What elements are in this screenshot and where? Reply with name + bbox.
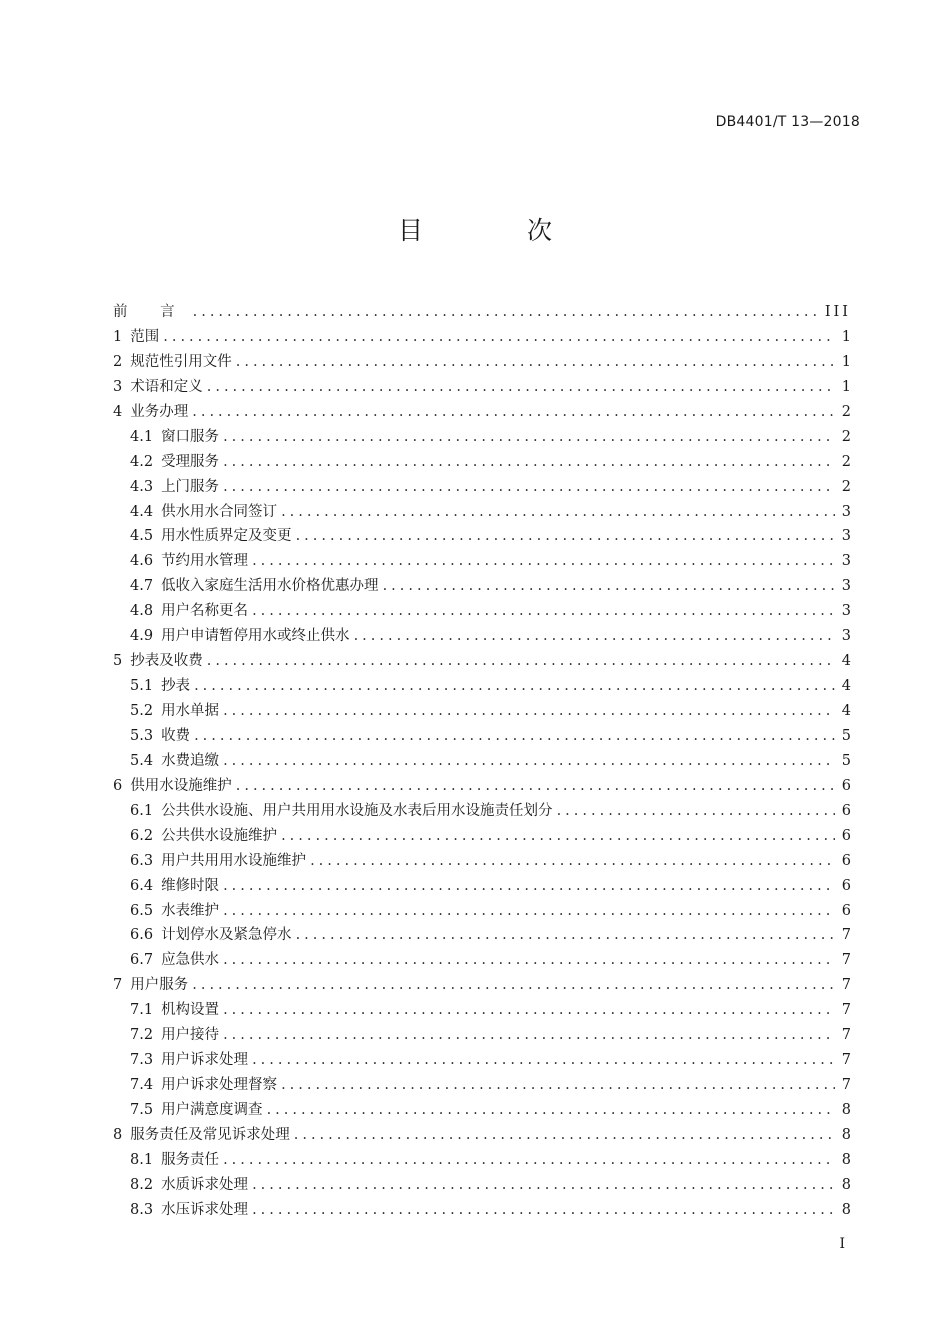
- toc-entry-label: 窗口服务: [161, 428, 220, 445]
- toc-entry[interactable]: [113, 1073, 851, 1098]
- toc-dot-leader: [557, 803, 835, 819]
- toc-entry[interactable]: [113, 699, 851, 724]
- toc-dot-leader: [207, 379, 835, 395]
- toc-dot-leader: [252, 1177, 835, 1193]
- toc-entry-page: 4: [841, 653, 851, 670]
- toc-entry-page: 3: [841, 603, 851, 620]
- toc-entry-label: 水压诉求处理: [161, 1201, 249, 1218]
- toc-entry-number: 5: [113, 653, 123, 670]
- toc-entry-label: 服务责任: [161, 1151, 220, 1168]
- toc-dot-leader: [236, 778, 835, 794]
- toc-entry[interactable]: [113, 724, 851, 749]
- toc-entry-page: 8: [841, 1102, 851, 1118]
- toc-entry[interactable]: [113, 300, 851, 325]
- toc-dot-leader: [192, 404, 835, 420]
- toc-entry[interactable]: [113, 1123, 851, 1148]
- toc-entry-number: 5.4: [130, 752, 154, 769]
- toc-entry-page: 2: [841, 428, 851, 445]
- toc-entry-label: 用户申请暂停用水或终止供水: [161, 628, 350, 645]
- toc-dot-leader: [192, 977, 835, 993]
- toc-entry[interactable]: [113, 400, 851, 425]
- toc-entry-label: 水费追缴: [161, 752, 220, 769]
- toc-entry[interactable]: [113, 1098, 851, 1123]
- toc-dot-leader: [223, 1002, 835, 1018]
- toc-dot-leader: [252, 603, 835, 619]
- toc-dot-leader: [223, 952, 835, 968]
- toc-entry-page: III: [824, 304, 851, 320]
- toc-entry-page: 6: [841, 902, 851, 919]
- toc-dot-leader: [310, 853, 835, 869]
- toc-entry-number: 6.5: [130, 902, 154, 919]
- toc-entry[interactable]: [113, 649, 851, 674]
- page-title: 目 次: [398, 216, 600, 245]
- toc-entry-number: 4.3: [130, 478, 154, 495]
- toc-entry[interactable]: [113, 1148, 851, 1173]
- toc-entry-number: 4.5: [130, 528, 154, 545]
- toc-entry-label: 节约用水管理: [161, 553, 249, 570]
- toc-entry-number: 4.8: [130, 603, 154, 620]
- toc-entry-number: 8: [113, 1126, 123, 1143]
- toc-entry-page: 1: [841, 328, 851, 345]
- toc-entry-page: 7: [841, 927, 851, 944]
- toc-entry-number: 7.4: [130, 1077, 154, 1094]
- toc-entry-number: 3: [113, 378, 123, 395]
- toc-entry-label: 水质诉求处理: [161, 1176, 249, 1193]
- toc-dot-leader: [296, 927, 835, 943]
- toc-entry-label: 供用水设施维护: [130, 777, 232, 794]
- toc-entry-label: 公共供水设施、用户共用用水设施及水表后用水设施责任划分: [161, 802, 553, 819]
- toc-entry-number: 5.2: [130, 703, 154, 719]
- toc-entry[interactable]: [113, 998, 851, 1023]
- toc-entry-page: 7: [841, 1052, 851, 1069]
- toc-dot-leader: [267, 1102, 835, 1118]
- toc-entry-label: 用户诉求处理: [161, 1052, 249, 1069]
- toc-entry-page: 8: [841, 1176, 851, 1193]
- toc-entry-page: 6: [841, 777, 851, 794]
- toc-dot-leader: [223, 429, 835, 445]
- toc-dot-leader: [281, 504, 835, 520]
- toc-entry-page: 7: [841, 1077, 851, 1094]
- toc-entry[interactable]: [113, 350, 851, 375]
- toc-entry-number: 7.1: [130, 1002, 154, 1019]
- toc-entry[interactable]: [113, 549, 851, 574]
- toc-entry[interactable]: [113, 599, 851, 624]
- toc-entry[interactable]: [113, 674, 851, 699]
- toc-entry-label: 供水用水合同签订: [161, 503, 278, 520]
- toc-entry-number: 4.9: [130, 628, 154, 645]
- toc-entry-page: 7: [841, 1002, 851, 1019]
- toc-entry-number: 8.2: [130, 1176, 154, 1193]
- toc-entry-label: 公共供水设施维护: [161, 827, 278, 844]
- toc-entry-page: 3: [841, 503, 851, 520]
- toc-dot-leader: [194, 728, 835, 744]
- toc-entry[interactable]: [113, 475, 851, 500]
- toc-entry[interactable]: [113, 874, 851, 899]
- toc-entry-page: 3: [841, 628, 851, 645]
- toc-entry-number: 4.4: [130, 503, 154, 520]
- toc-entry-label: 用户服务: [130, 977, 189, 994]
- toc-entry-number: 7.2: [130, 1027, 154, 1044]
- toc-entry-page: 7: [841, 977, 851, 994]
- toc-entry-label: 服务责任及常见诉求处理: [130, 1126, 290, 1143]
- toc-entry-label: 受理服务: [161, 453, 220, 470]
- toc-entry[interactable]: [113, 948, 851, 973]
- toc-entry-number: 4.7: [130, 578, 154, 595]
- toc-entry-label: 用户满意度调查: [161, 1102, 263, 1118]
- toc-entry[interactable]: [113, 1048, 851, 1073]
- toc-entry-label: 低收入家庭生活用水价格优惠办理: [161, 578, 379, 595]
- toc-entry[interactable]: [113, 325, 851, 350]
- toc-entry-label: 抄表: [161, 678, 191, 695]
- toc-entry[interactable]: [113, 749, 851, 774]
- toc-entry-page: 7: [841, 952, 851, 969]
- toc-entry-number: 1: [113, 328, 123, 345]
- toc-entry-number: 8.3: [130, 1201, 154, 1218]
- toc-dot-leader: [236, 354, 835, 370]
- toc-entry[interactable]: [113, 849, 851, 874]
- toc-entry[interactable]: [113, 425, 851, 450]
- toc-entry-label: 抄表及收费: [130, 653, 203, 670]
- toc-entry-label: 用户共用用水设施维护: [161, 852, 307, 869]
- toc-dot-leader: [223, 753, 835, 769]
- toc-dot-leader: [296, 528, 835, 544]
- toc-entry-label: 收费: [161, 727, 191, 744]
- toc-entry-number: 6.1: [130, 802, 154, 819]
- toc-entry-label: 业务办理: [130, 403, 189, 420]
- toc-dot-leader: [252, 1202, 835, 1218]
- toc-entry-page: 2: [841, 453, 851, 470]
- toc-entry-label: 前 言: [113, 304, 189, 320]
- toc-entry-page: 8: [841, 1126, 851, 1143]
- toc-entry-page: 2: [841, 403, 851, 420]
- toc-dot-leader: [252, 553, 835, 569]
- toc-entry-page: 7: [841, 1027, 851, 1044]
- toc-entry-number: 5.1: [130, 678, 154, 695]
- toc-dot-leader: [223, 903, 835, 919]
- toc-entry[interactable]: [113, 1173, 851, 1198]
- toc-entry-page: 1: [841, 353, 851, 370]
- toc-entry-page: 8: [841, 1201, 851, 1218]
- toc-entry-page: 6: [841, 877, 851, 894]
- toc-entry-label: 应急供水: [161, 952, 220, 969]
- toc-entry-number: 7.5: [130, 1102, 154, 1118]
- toc-entry-label: 上门服务: [161, 478, 220, 495]
- toc-entry-number: 4.1: [130, 428, 154, 445]
- toc-entry-label: 用水性质界定及变更: [161, 528, 292, 545]
- toc-dot-leader: [354, 628, 835, 644]
- toc-entry-page: 5: [841, 752, 851, 769]
- toc-entry[interactable]: [113, 624, 851, 649]
- toc-entry-page: 6: [841, 802, 851, 819]
- toc-entry[interactable]: [113, 574, 851, 599]
- document-code: DB4401/T 13—2018: [715, 114, 860, 130]
- toc-entry-page: 2: [841, 478, 851, 495]
- toc-entry[interactable]: [113, 973, 851, 998]
- toc-entry-page: 3: [841, 528, 851, 545]
- page-number: I: [839, 1236, 845, 1252]
- toc-entry[interactable]: [113, 450, 851, 475]
- toc-entry-label: 用户名称更名: [161, 603, 249, 620]
- toc-entry-number: 6.3: [130, 852, 154, 869]
- toc-entry[interactable]: [113, 524, 851, 549]
- toc-entry-number: 7.3: [130, 1052, 154, 1069]
- toc-dot-leader: [223, 703, 835, 719]
- toc-entry-page: 3: [841, 578, 851, 595]
- toc-entry-number: 2: [113, 353, 123, 370]
- toc-dot-leader: [252, 1052, 835, 1068]
- toc-entry-number: 6.7: [130, 952, 154, 969]
- toc-entry-number: 8.1: [130, 1151, 154, 1168]
- toc-entry-page: 6: [841, 852, 851, 869]
- toc-dot-leader: [281, 828, 835, 844]
- toc-dot-leader: [223, 1027, 835, 1043]
- toc-entry-label: 范围: [130, 328, 160, 345]
- toc-entry-page: 4: [841, 703, 851, 719]
- toc-entry-label: 用户接待: [161, 1027, 220, 1044]
- toc-entry-page: 3: [841, 553, 851, 570]
- toc-entry-label: 计划停水及紧急停水: [161, 927, 292, 944]
- toc-dot-leader: [294, 1127, 835, 1143]
- toc-dot-leader: [193, 304, 819, 320]
- toc-entry-number: 6.6: [130, 927, 154, 944]
- toc-entry[interactable]: [113, 899, 851, 924]
- toc-entry-page: 5: [841, 727, 851, 744]
- toc-entry-page: 8: [841, 1151, 851, 1168]
- toc-dot-leader: [281, 1077, 835, 1093]
- toc-entry-label: 维修时限: [161, 877, 220, 894]
- toc-entry-number: 7: [113, 977, 123, 994]
- toc-entry-number: 6.4: [130, 877, 154, 894]
- toc-entry[interactable]: [113, 774, 851, 799]
- toc-entry-label: 用水单据: [161, 703, 220, 719]
- toc-entry-label: 用户诉求处理督察: [161, 1077, 278, 1094]
- toc-entry-number: 4.6: [130, 553, 154, 570]
- toc-entry[interactable]: [113, 923, 851, 948]
- toc-dot-leader: [223, 1152, 835, 1168]
- toc-entry-number: 6: [113, 777, 123, 794]
- toc-entry[interactable]: [113, 1023, 851, 1048]
- toc-dot-leader: [207, 653, 835, 669]
- toc-dot-leader: [163, 329, 835, 345]
- toc-entry[interactable]: [113, 500, 851, 525]
- toc-entry-page: 4: [841, 678, 851, 695]
- toc-entry[interactable]: [113, 1198, 851, 1223]
- toc-dot-leader: [194, 678, 835, 694]
- toc-entry-label: 规范性引用文件: [130, 353, 232, 370]
- table-of-contents: [113, 300, 851, 1223]
- toc-dot-leader: [223, 454, 835, 470]
- toc-entry-number: 5.3: [130, 727, 154, 744]
- toc-dot-leader: [223, 479, 835, 495]
- toc-entry-number: 4.2: [130, 453, 154, 470]
- toc-entry-page: 1: [841, 378, 851, 395]
- toc-dot-leader: [383, 578, 835, 594]
- toc-entry-page: 6: [841, 827, 851, 844]
- toc-entry-number: 6.2: [130, 827, 154, 844]
- toc-entry-number: 4: [113, 403, 123, 420]
- toc-entry[interactable]: [113, 824, 851, 849]
- toc-entry-label: 术语和定义: [130, 378, 203, 395]
- toc-entry[interactable]: [113, 799, 851, 824]
- toc-entry-label: 水表维护: [161, 902, 220, 919]
- toc-entry[interactable]: [113, 375, 851, 400]
- toc-dot-leader: [223, 878, 835, 894]
- toc-entry-label: 机构设置: [161, 1002, 220, 1019]
